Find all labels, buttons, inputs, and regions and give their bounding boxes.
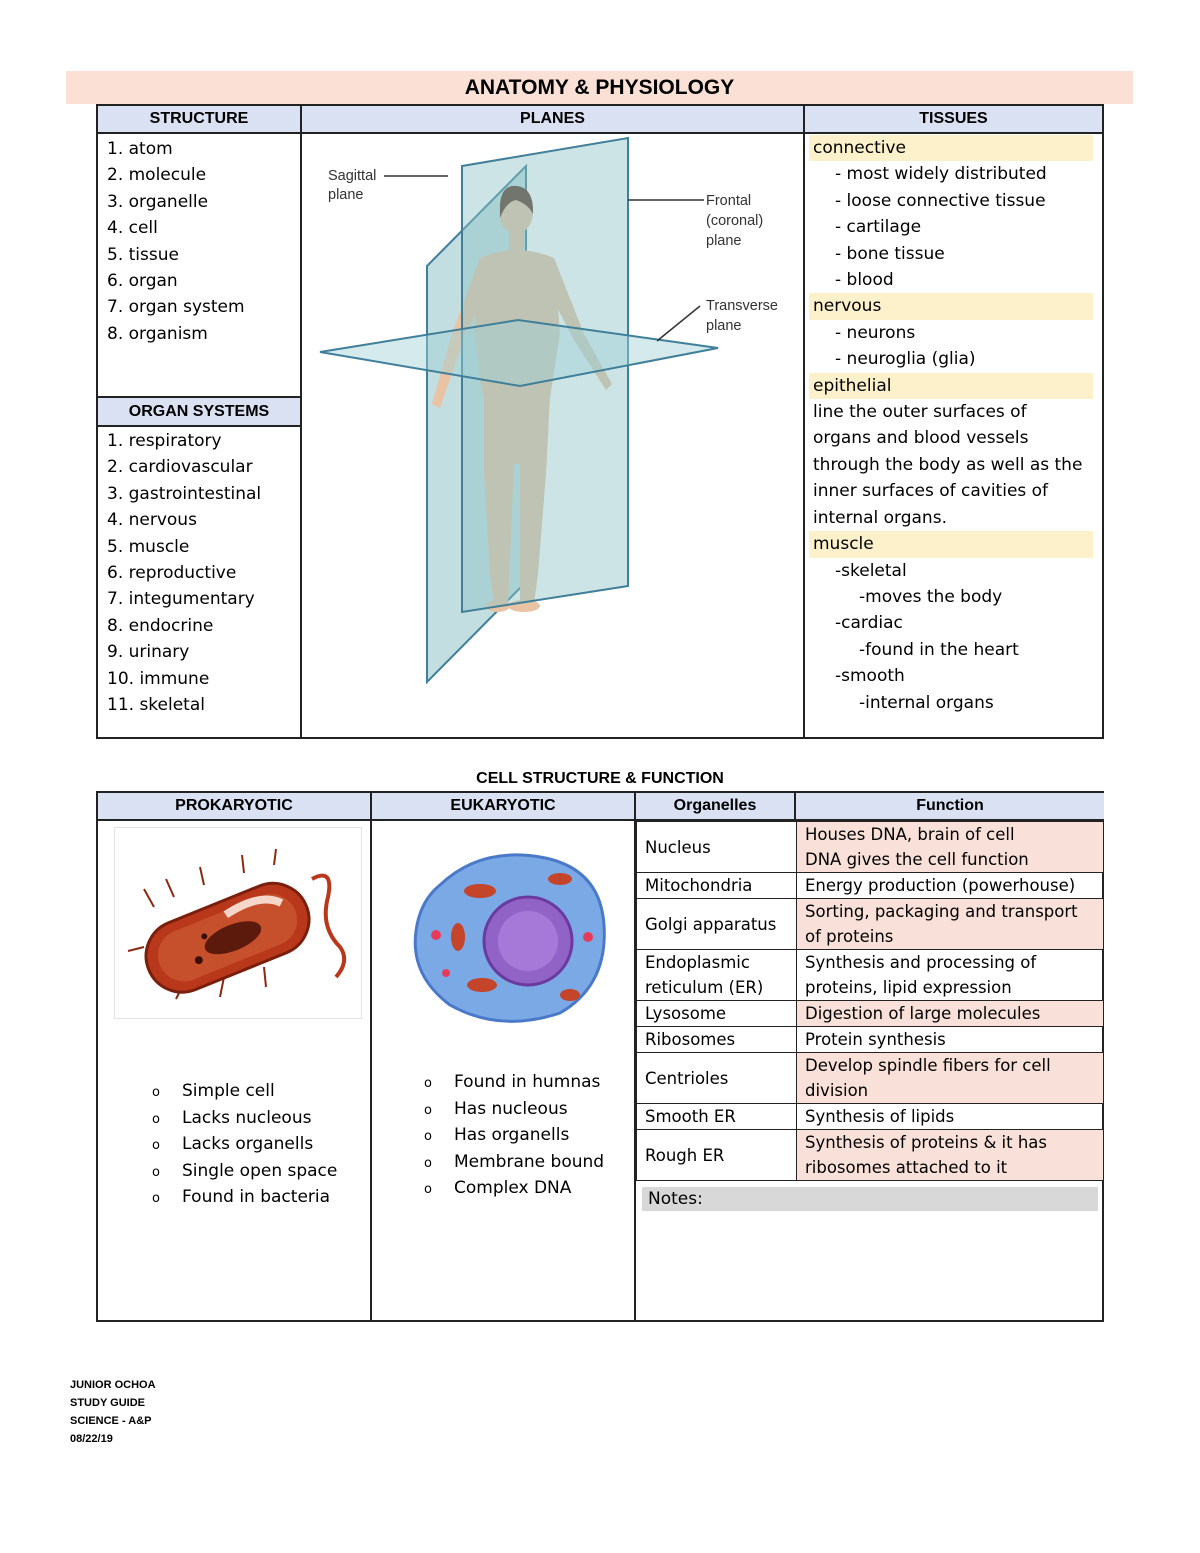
bullet-text: Has organells <box>454 1125 570 1145</box>
organelle-function <box>797 1130 1104 1181</box>
organelle-row <box>637 899 1104 950</box>
eukaryotic-bullet <box>424 1123 604 1150</box>
organelle-row <box>637 822 1104 873</box>
function-line: Energy production (powerhouse) <box>805 876 1076 895</box>
function-line: Sorting, packaging and transport <box>805 902 1078 921</box>
transverse-label: plane <box>706 318 742 334</box>
organ-system-item: 10. immune <box>107 668 210 689</box>
cell-section-title: CELL STRUCTURE & FUNCTION <box>476 770 724 787</box>
tissue-item: - bone tissue <box>835 243 945 264</box>
tissue-item: - cartilage <box>835 217 922 238</box>
organ-system-item: 5. muscle <box>107 536 190 557</box>
organelle-function <box>797 1001 1104 1027</box>
organelle-row <box>637 1104 1104 1130</box>
epithelial-description: internal organs. <box>813 507 947 528</box>
notes-field: Notes: <box>642 1187 1098 1211</box>
muscle-item: -internal organs <box>859 692 994 713</box>
organelle-name-line: Nucleus <box>645 837 711 857</box>
organ-system-item: 3. gastrointestinal <box>107 483 262 504</box>
organ-system-item: 4. nervous <box>107 510 197 531</box>
bullet-text: Has nucleous <box>454 1098 568 1119</box>
structure-item: 2. molecule <box>107 165 207 186</box>
structure-item: 5. tissue <box>107 244 179 265</box>
organelle-function <box>797 1027 1104 1053</box>
organelle-name-line: reticulum (ER) <box>645 978 764 997</box>
bullet-marker: o <box>424 1155 432 1171</box>
footer-line: JUNIOR OCHOA <box>70 1379 156 1391</box>
bullet-marker: o <box>424 1129 432 1144</box>
organ-system-item: 11. skeletal <box>107 695 205 716</box>
bullet-text: Single open space <box>182 1160 338 1181</box>
organelle-name-line: Endoplasmic <box>645 953 750 972</box>
footer-line: 08/22/19 <box>70 1433 113 1445</box>
eukaryotic-bullet <box>424 1097 604 1124</box>
eukaryotic-bullets <box>424 1070 604 1203</box>
organ-systems-header: ORGAN SYSTEMS <box>98 396 300 427</box>
eukaryotic-header: EUKARYOTIC <box>372 793 634 821</box>
organelle-row <box>637 1001 1104 1027</box>
tissue-item: - loose connective tissue <box>835 190 1046 211</box>
bacteria-illustration <box>114 827 362 1019</box>
frontal-label: Frontal <box>706 193 752 209</box>
page-title: ANATOMY & PHYSIOLOGY <box>66 71 1133 104</box>
epithelial-description: through the body as well as the <box>813 454 1083 475</box>
prokaryotic-bullet <box>152 1185 337 1212</box>
tissue-category-connective: connective <box>809 135 1093 161</box>
organelle-function <box>797 1053 1104 1104</box>
organelle-name-line: Smooth ER <box>645 1107 736 1126</box>
bullet-text: Lacks organells <box>182 1134 314 1154</box>
tissue-category-nervous: nervous <box>809 293 1093 319</box>
structure-item: 3. organelle <box>107 191 209 212</box>
muscle-item: -moves the body <box>859 586 1003 607</box>
transverse-label: Transverse <box>706 298 778 314</box>
bullet-marker: o <box>424 1182 432 1197</box>
tissue-item: - neuroglia (glia) <box>835 349 976 370</box>
frontal-label: plane <box>706 233 742 249</box>
epithelial-description: inner surfaces of cavities of <box>813 481 1049 502</box>
prokaryotic-bullets <box>152 1079 337 1212</box>
bullet-text: Found in bacteria <box>182 1187 331 1207</box>
organ-system-item: 6. reproductive <box>107 563 237 584</box>
footer-line: SCIENCE - A&P <box>70 1415 152 1427</box>
organelle-row <box>637 1130 1104 1181</box>
organelle-name-line: Mitochondria <box>645 876 753 895</box>
bullet-text: Lacks nucleous <box>182 1107 312 1128</box>
organelle-function <box>797 899 1104 950</box>
muscle-item: -found in the heart <box>859 639 1019 660</box>
function-line: DNA gives the cell function <box>805 850 1029 869</box>
bullet-marker: o <box>152 1085 160 1100</box>
organ-system-item: 1. respiratory <box>107 431 222 451</box>
epithelial-description: organs and blood vessels <box>813 428 1029 449</box>
organelle-name <box>637 873 797 899</box>
bullet-marker: o <box>152 1111 160 1127</box>
function-line: proteins, lipid expression <box>805 978 1012 997</box>
organelle-name <box>637 1104 797 1130</box>
organelle-name-line: Centrioles <box>645 1068 729 1088</box>
bullet-marker: o <box>424 1102 432 1118</box>
structure-item: 4. cell <box>107 218 158 239</box>
structure-item: 1. atom <box>107 139 173 159</box>
structure-item: 7. organ system <box>107 297 245 318</box>
structure-item: 6. organ <box>107 271 178 292</box>
transverse-plane-shape <box>320 320 718 386</box>
organ-system-item: 8. endocrine <box>107 615 214 636</box>
tissue-category-muscle: muscle <box>809 531 1093 557</box>
function-line: Synthesis of proteins & it has <box>805 1133 1048 1152</box>
organelle-function <box>797 1104 1104 1130</box>
organ-system-item: 7. integumentary <box>107 589 255 610</box>
prokaryotic-bullet <box>152 1132 337 1159</box>
organelle-name <box>637 1027 797 1053</box>
organelle-name-line: Golgi apparatus <box>645 914 777 934</box>
function-line: division <box>805 1081 869 1100</box>
organelle-row <box>637 1053 1104 1104</box>
muscle-item: -smooth <box>835 666 905 687</box>
organ-systems-list <box>107 428 261 718</box>
epithelial-description: line the outer surfaces of <box>813 402 1027 423</box>
organelle-function <box>797 950 1104 1001</box>
prokaryotic-bullet <box>152 1106 337 1133</box>
function-line: Digestion of large molecules <box>805 1004 1041 1023</box>
organelle-function <box>797 873 1104 899</box>
function-line: Protein synthesis <box>805 1030 946 1049</box>
bullet-marker: o <box>152 1138 160 1153</box>
bullet-text: Found in humnas <box>454 1072 601 1092</box>
footer <box>70 1376 156 1448</box>
organelle-name <box>637 1130 797 1181</box>
organ-system-item: 9. urinary <box>107 642 190 663</box>
tissue-category-epithelial: epithelial <box>809 373 1093 399</box>
organelles-table <box>636 821 1104 1181</box>
structure-item: 8. organism <box>107 323 208 344</box>
tissue-item: - blood <box>835 270 894 291</box>
organelle-name <box>637 1001 797 1027</box>
sagittal-label: plane <box>328 187 364 203</box>
function-line: Houses DNA, brain of cell <box>805 825 1015 844</box>
eukaryotic-bullet <box>424 1070 604 1097</box>
eukaryotic-bullet <box>424 1150 604 1177</box>
organelle-row <box>637 950 1104 1001</box>
organ-system-item: 2. cardiovascular <box>107 457 253 478</box>
muscle-item: -skeletal <box>835 560 907 581</box>
body-planes-figure <box>302 134 803 737</box>
bullet-marker: o <box>424 1076 432 1091</box>
prokaryotic-bullet <box>152 1079 337 1106</box>
organelles-header: Organelles <box>636 793 796 821</box>
bullet-text: Complex DNA <box>454 1178 572 1198</box>
bullet-text: Simple cell <box>182 1081 275 1101</box>
muscle-item: -cardiac <box>835 613 903 634</box>
tissues-header: TISSUES <box>805 106 1102 134</box>
anatomy-table <box>96 104 1104 739</box>
tissues-list <box>809 135 1103 716</box>
sagittal-label: Sagittal <box>328 168 377 184</box>
tissue-item: - neurons <box>835 322 916 343</box>
organelle-name <box>637 1053 797 1104</box>
organelle-name <box>637 899 797 950</box>
bullet-marker: o <box>152 1164 160 1180</box>
prokaryotic-bullet <box>152 1159 337 1186</box>
function-line: Develop spindle fibers for cell <box>805 1056 1051 1075</box>
organelle-name-line: Rough ER <box>645 1145 725 1165</box>
function-line: of proteins <box>805 927 894 946</box>
organelle-function <box>797 822 1104 873</box>
structure-header: STRUCTURE <box>98 106 300 134</box>
function-line: ribosomes attached to it <box>805 1158 1008 1177</box>
frontal-label: (coronal) <box>706 213 764 229</box>
tissue-item: - most widely distributed <box>835 164 1047 185</box>
footer-line: STUDY GUIDE <box>70 1397 145 1409</box>
function-line: Synthesis and processing of <box>805 953 1037 972</box>
function-line: Synthesis of lipids <box>805 1107 955 1126</box>
organelle-row <box>637 1027 1104 1053</box>
eukaryotic-bullet <box>424 1176 604 1203</box>
prokaryotic-header: PROKARYOTIC <box>98 793 370 821</box>
organelle-row <box>637 873 1104 899</box>
eukaryotic-cell-illustration <box>410 845 610 1025</box>
planes-header: PLANES <box>302 106 803 134</box>
organelle-name-line: Lysosome <box>645 1004 727 1023</box>
bullet-text: Membrane bound <box>454 1151 605 1172</box>
cell-table <box>96 791 1104 1322</box>
organelle-name-line: Ribosomes <box>645 1030 736 1049</box>
function-header: Function <box>796 793 1104 821</box>
organelle-name <box>637 950 797 1001</box>
bullet-marker: o <box>152 1191 160 1206</box>
organelle-name <box>637 822 797 873</box>
structure-list <box>107 136 245 347</box>
column-divider <box>803 106 805 737</box>
column-divider <box>370 793 372 1320</box>
